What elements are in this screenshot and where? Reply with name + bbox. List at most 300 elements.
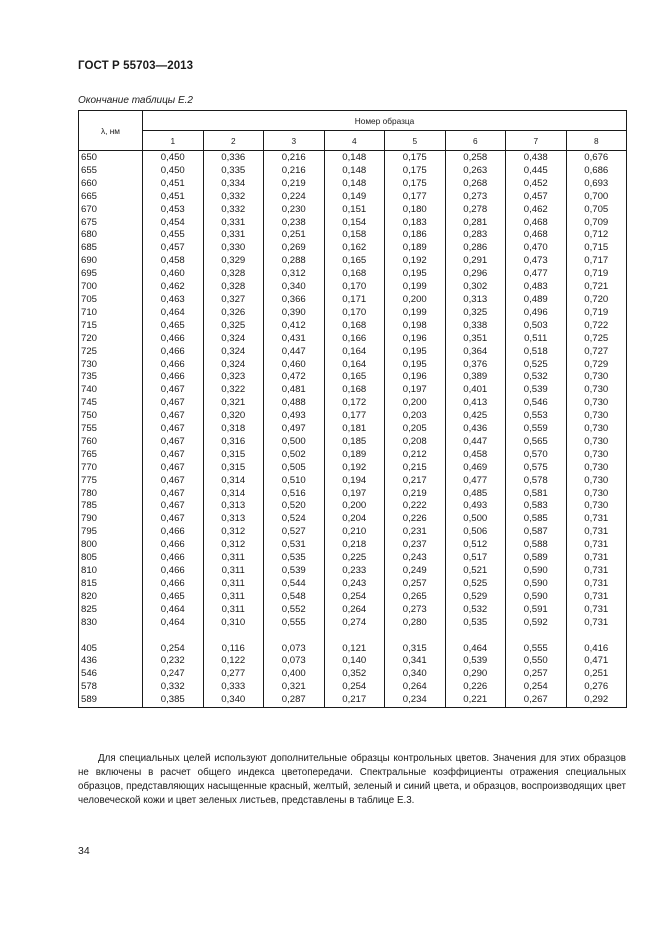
value-cell: 0,493	[264, 410, 325, 423]
value-cell: 0,489	[506, 294, 567, 307]
table-row	[79, 449, 627, 462]
value-cell: 0,451	[143, 178, 204, 191]
value-cell: 0,340	[264, 281, 325, 294]
wavelength-cell: 750	[79, 410, 143, 423]
value-cell: 0,189	[324, 449, 385, 462]
column-header: 2	[203, 131, 264, 151]
wavelength-cell: 740	[79, 384, 143, 397]
value-cell: 0,727	[566, 346, 627, 359]
wavelength-cell: 805	[79, 552, 143, 565]
value-cell: 0,460	[143, 268, 204, 281]
value-cell: 0,254	[506, 681, 567, 694]
value-cell: 0,203	[385, 410, 446, 423]
wavelength-cell: 785	[79, 500, 143, 513]
wavelength-cell: 765	[79, 449, 143, 462]
value-cell: 0,467	[143, 462, 204, 475]
value-cell: 0,467	[143, 488, 204, 501]
value-cell: 0,217	[385, 475, 446, 488]
value-cell: 0,168	[324, 320, 385, 333]
value-cell: 0,327	[203, 294, 264, 307]
spacer-cell	[79, 630, 143, 643]
wavelength-cell: 405	[79, 643, 143, 656]
value-cell: 0,263	[445, 165, 506, 178]
value-cell: 0,527	[264, 526, 325, 539]
value-cell: 0,291	[445, 255, 506, 268]
value-cell: 0,274	[324, 617, 385, 630]
value-cell: 0,311	[203, 552, 264, 565]
value-cell: 0,467	[143, 423, 204, 436]
wavelength-cell: 436	[79, 655, 143, 668]
value-cell: 0,230	[264, 204, 325, 217]
value-cell: 0,436	[445, 423, 506, 436]
value-cell: 0,460	[264, 359, 325, 372]
value-cell: 0,730	[566, 397, 627, 410]
table-head	[79, 111, 627, 151]
value-cell: 0,469	[445, 462, 506, 475]
value-cell: 0,195	[385, 359, 446, 372]
value-cell: 0,553	[506, 410, 567, 423]
value-cell: 0,322	[203, 384, 264, 397]
table-row	[79, 604, 627, 617]
column-header: 3	[264, 131, 325, 151]
value-cell: 0,234	[385, 694, 446, 707]
value-cell: 0,532	[506, 371, 567, 384]
table-row	[79, 307, 627, 320]
value-cell: 0,559	[506, 423, 567, 436]
wavelength-cell: 705	[79, 294, 143, 307]
value-cell: 0,548	[264, 591, 325, 604]
value-cell: 0,529	[445, 591, 506, 604]
value-cell: 0,219	[385, 488, 446, 501]
value-cell: 0,544	[264, 578, 325, 591]
value-cell: 0,516	[264, 488, 325, 501]
value-cell: 0,158	[324, 229, 385, 242]
table-row	[79, 178, 627, 191]
value-cell: 0,324	[203, 333, 264, 346]
value-cell: 0,470	[506, 242, 567, 255]
value-cell: 0,162	[324, 242, 385, 255]
value-cell: 0,389	[445, 371, 506, 384]
wavelength-cell: 760	[79, 436, 143, 449]
value-cell: 0,467	[143, 449, 204, 462]
column-header: 6	[445, 131, 506, 151]
table-row	[79, 410, 627, 423]
value-cell: 0,466	[143, 526, 204, 539]
table-row	[79, 436, 627, 449]
value-cell: 0,467	[143, 436, 204, 449]
value-cell: 0,116	[203, 643, 264, 656]
table-row	[79, 294, 627, 307]
value-cell: 0,466	[143, 359, 204, 372]
value-cell: 0,122	[203, 655, 264, 668]
wavelength-cell: 715	[79, 320, 143, 333]
value-cell: 0,517	[445, 552, 506, 565]
wavelength-cell: 578	[79, 681, 143, 694]
value-cell: 0,472	[264, 371, 325, 384]
wavelength-cell: 755	[79, 423, 143, 436]
value-cell: 0,709	[566, 217, 627, 230]
wavelength-cell: 795	[79, 526, 143, 539]
value-cell: 0,730	[566, 449, 627, 462]
value-cell: 0,264	[385, 681, 446, 694]
value-cell: 0,535	[445, 617, 506, 630]
value-cell: 0,216	[264, 165, 325, 178]
spacer-row	[79, 630, 627, 643]
value-cell: 0,717	[566, 255, 627, 268]
value-cell: 0,183	[385, 217, 446, 230]
value-cell: 0,565	[506, 436, 567, 449]
value-cell: 0,311	[203, 604, 264, 617]
value-cell: 0,575	[506, 462, 567, 475]
value-cell: 0,324	[203, 359, 264, 372]
value-cell: 0,524	[264, 513, 325, 526]
document-header: ГОСТ Р 55703—2013	[78, 60, 194, 72]
value-cell: 0,330	[203, 242, 264, 255]
column-header: 1	[143, 131, 204, 151]
value-cell: 0,292	[566, 694, 627, 707]
value-cell: 0,416	[566, 643, 627, 656]
value-cell: 0,247	[143, 668, 204, 681]
value-cell: 0,204	[324, 513, 385, 526]
value-cell: 0,328	[203, 281, 264, 294]
value-cell: 0,192	[385, 255, 446, 268]
value-cell: 0,238	[264, 217, 325, 230]
value-cell: 0,311	[203, 565, 264, 578]
value-cell: 0,218	[324, 539, 385, 552]
value-cell: 0,447	[445, 436, 506, 449]
table-row	[79, 475, 627, 488]
value-cell: 0,172	[324, 397, 385, 410]
table-row	[79, 359, 627, 372]
value-cell: 0,154	[324, 217, 385, 230]
value-cell: 0,321	[203, 397, 264, 410]
value-cell: 0,693	[566, 178, 627, 191]
value-cell: 0,073	[264, 643, 325, 656]
value-cell: 0,302	[445, 281, 506, 294]
wavelength-cell: 665	[79, 191, 143, 204]
value-cell: 0,592	[506, 617, 567, 630]
value-cell: 0,226	[385, 513, 446, 526]
wavelength-cell: 695	[79, 268, 143, 281]
value-cell: 0,243	[324, 578, 385, 591]
table-row	[79, 539, 627, 552]
value-cell: 0,488	[264, 397, 325, 410]
table-row	[79, 384, 627, 397]
value-cell: 0,323	[203, 371, 264, 384]
value-cell: 0,326	[203, 307, 264, 320]
value-cell: 0,194	[324, 475, 385, 488]
value-cell: 0,195	[385, 346, 446, 359]
wavelength-cell: 710	[79, 307, 143, 320]
value-cell: 0,267	[506, 694, 567, 707]
table-row	[79, 681, 627, 694]
value-cell: 0,164	[324, 346, 385, 359]
value-cell: 0,483	[506, 281, 567, 294]
table-caption: Окончание таблицы Е.2	[78, 95, 193, 106]
value-cell: 0,315	[385, 643, 446, 656]
value-cell: 0,216	[264, 151, 325, 165]
wavelength-cell: 735	[79, 371, 143, 384]
value-cell: 0,539	[264, 565, 325, 578]
value-cell: 0,180	[385, 204, 446, 217]
value-cell: 0,539	[445, 655, 506, 668]
value-cell: 0,497	[264, 423, 325, 436]
table-row	[79, 255, 627, 268]
value-cell: 0,583	[506, 500, 567, 513]
value-cell: 0,171	[324, 294, 385, 307]
value-cell: 0,148	[324, 151, 385, 165]
value-cell: 0,731	[566, 526, 627, 539]
value-cell: 0,251	[566, 668, 627, 681]
value-cell: 0,177	[324, 410, 385, 423]
value-cell: 0,445	[506, 165, 567, 178]
sample-number-header: Номер образца	[143, 111, 627, 131]
value-cell: 0,452	[506, 178, 567, 191]
column-header: 7	[506, 131, 567, 151]
value-cell: 0,164	[324, 359, 385, 372]
value-cell: 0,731	[566, 617, 627, 630]
value-cell: 0,336	[203, 151, 264, 165]
value-cell: 0,258	[445, 151, 506, 165]
value-cell: 0,590	[506, 591, 567, 604]
value-cell: 0,466	[143, 565, 204, 578]
value-cell: 0,199	[385, 307, 446, 320]
wavelength-cell: 830	[79, 617, 143, 630]
value-cell: 0,212	[385, 449, 446, 462]
value-cell: 0,376	[445, 359, 506, 372]
value-cell: 0,581	[506, 488, 567, 501]
value-cell: 0,208	[385, 436, 446, 449]
value-cell: 0,720	[566, 294, 627, 307]
value-cell: 0,268	[445, 178, 506, 191]
value-cell: 0,587	[506, 526, 567, 539]
spacer-cell	[385, 630, 446, 643]
value-cell: 0,195	[385, 268, 446, 281]
value-cell: 0,341	[385, 655, 446, 668]
value-cell: 0,288	[264, 255, 325, 268]
value-cell: 0,328	[203, 268, 264, 281]
value-cell: 0,477	[445, 475, 506, 488]
value-cell: 0,715	[566, 242, 627, 255]
table-row	[79, 591, 627, 604]
table-row	[79, 526, 627, 539]
value-cell: 0,457	[506, 191, 567, 204]
value-cell: 0,325	[203, 320, 264, 333]
value-cell: 0,257	[506, 668, 567, 681]
value-cell: 0,503	[506, 320, 567, 333]
column-header: 4	[324, 131, 385, 151]
value-cell: 0,281	[445, 217, 506, 230]
value-cell: 0,199	[385, 281, 446, 294]
value-cell: 0,730	[566, 371, 627, 384]
value-cell: 0,721	[566, 281, 627, 294]
value-cell: 0,400	[264, 668, 325, 681]
value-cell: 0,200	[324, 500, 385, 513]
value-cell: 0,731	[566, 513, 627, 526]
value-cell: 0,197	[385, 384, 446, 397]
value-cell: 0,280	[385, 617, 446, 630]
wavelength-cell: 650	[79, 151, 143, 165]
wavelength-cell: 800	[79, 539, 143, 552]
value-cell: 0,170	[324, 281, 385, 294]
value-cell: 0,512	[445, 539, 506, 552]
value-cell: 0,700	[566, 191, 627, 204]
value-cell: 0,539	[506, 384, 567, 397]
table-row	[79, 668, 627, 681]
value-cell: 0,464	[143, 617, 204, 630]
value-cell: 0,730	[566, 384, 627, 397]
value-cell: 0,730	[566, 500, 627, 513]
explanatory-paragraph: Для специальных целей используют дополнительные образцы контрольных цветов. Значения для этих образцов не включены в расчет общего индекса цветопередачи. Спектральные коэффициенты отражения специальных образцов, представляющих насыщенные красный, желтый, зеленый и синий цвета, и образцов, воспроизводящих цвет человеческой кожи и цвет зеленых листьев, представлены в таблице Е.3.	[78, 753, 626, 806]
value-cell: 0,192	[324, 462, 385, 475]
value-cell: 0,286	[445, 242, 506, 255]
wavelength-cell: 685	[79, 242, 143, 255]
value-cell: 0,729	[566, 359, 627, 372]
value-cell: 0,676	[566, 151, 627, 165]
value-cell: 0,340	[385, 668, 446, 681]
value-cell: 0,506	[445, 526, 506, 539]
value-cell: 0,477	[506, 268, 567, 281]
value-cell: 0,320	[203, 410, 264, 423]
wavelength-cell: 720	[79, 333, 143, 346]
value-cell: 0,364	[445, 346, 506, 359]
value-cell: 0,273	[445, 191, 506, 204]
value-cell: 0,265	[385, 591, 446, 604]
value-cell: 0,686	[566, 165, 627, 178]
value-cell: 0,073	[264, 655, 325, 668]
table-row	[79, 229, 627, 242]
value-cell: 0,243	[385, 552, 446, 565]
spacer-cell	[324, 630, 385, 643]
value-cell: 0,352	[324, 668, 385, 681]
value-cell: 0,251	[264, 229, 325, 242]
column-header: 5	[385, 131, 446, 151]
value-cell: 0,454	[143, 217, 204, 230]
value-cell: 0,555	[506, 643, 567, 656]
value-cell: 0,413	[445, 397, 506, 410]
table-row	[79, 371, 627, 384]
value-cell: 0,296	[445, 268, 506, 281]
value-cell: 0,181	[324, 423, 385, 436]
table-row	[79, 617, 627, 630]
value-cell: 0,351	[445, 333, 506, 346]
value-cell: 0,521	[445, 565, 506, 578]
value-cell: 0,269	[264, 242, 325, 255]
value-cell: 0,221	[445, 694, 506, 707]
table-row	[79, 565, 627, 578]
value-cell: 0,463	[143, 294, 204, 307]
value-cell: 0,338	[445, 320, 506, 333]
spacer-cell	[445, 630, 506, 643]
value-cell: 0,177	[385, 191, 446, 204]
value-cell: 0,546	[506, 397, 567, 410]
value-cell: 0,200	[385, 294, 446, 307]
value-cell: 0,719	[566, 307, 627, 320]
value-cell: 0,316	[203, 436, 264, 449]
value-cell: 0,585	[506, 513, 567, 526]
value-cell: 0,196	[385, 333, 446, 346]
value-cell: 0,500	[445, 513, 506, 526]
value-cell: 0,313	[203, 513, 264, 526]
value-cell: 0,219	[264, 178, 325, 191]
wavelength-cell: 725	[79, 346, 143, 359]
wavelength-cell: 815	[79, 578, 143, 591]
spacer-cell	[203, 630, 264, 643]
value-cell: 0,311	[203, 578, 264, 591]
value-cell: 0,233	[324, 565, 385, 578]
value-cell: 0,570	[506, 449, 567, 462]
value-cell: 0,149	[324, 191, 385, 204]
value-cell: 0,520	[264, 500, 325, 513]
value-cell: 0,730	[566, 423, 627, 436]
value-cell: 0,237	[385, 539, 446, 552]
value-cell: 0,731	[566, 539, 627, 552]
value-cell: 0,451	[143, 191, 204, 204]
value-cell: 0,722	[566, 320, 627, 333]
value-cell: 0,313	[445, 294, 506, 307]
value-cell: 0,312	[264, 268, 325, 281]
value-cell: 0,730	[566, 462, 627, 475]
column-header: 8	[566, 131, 627, 151]
value-cell: 0,467	[143, 384, 204, 397]
value-cell: 0,165	[324, 371, 385, 384]
value-cell: 0,290	[445, 668, 506, 681]
value-cell: 0,466	[143, 552, 204, 565]
value-cell: 0,324	[203, 346, 264, 359]
wavelength-cell: 690	[79, 255, 143, 268]
table-row	[79, 346, 627, 359]
value-cell: 0,170	[324, 307, 385, 320]
value-cell: 0,198	[385, 320, 446, 333]
table-row	[79, 488, 627, 501]
value-cell: 0,332	[203, 204, 264, 217]
table-row	[79, 578, 627, 591]
table-row	[79, 281, 627, 294]
value-cell: 0,510	[264, 475, 325, 488]
value-cell: 0,332	[203, 191, 264, 204]
value-cell: 0,500	[264, 436, 325, 449]
value-cell: 0,333	[203, 681, 264, 694]
value-cell: 0,254	[143, 643, 204, 656]
value-cell: 0,340	[203, 694, 264, 707]
value-cell: 0,215	[385, 462, 446, 475]
value-cell: 0,249	[385, 565, 446, 578]
value-cell: 0,465	[143, 320, 204, 333]
value-cell: 0,511	[506, 333, 567, 346]
wavelength-cell: 700	[79, 281, 143, 294]
value-cell: 0,148	[324, 165, 385, 178]
value-cell: 0,314	[203, 475, 264, 488]
value-cell: 0,450	[143, 165, 204, 178]
value-cell: 0,466	[143, 539, 204, 552]
value-cell: 0,712	[566, 229, 627, 242]
wavelength-cell: 660	[79, 178, 143, 191]
value-cell: 0,314	[203, 488, 264, 501]
value-cell: 0,447	[264, 346, 325, 359]
value-cell: 0,385	[143, 694, 204, 707]
value-cell: 0,725	[566, 333, 627, 346]
spacer-cell	[264, 630, 325, 643]
value-cell: 0,175	[385, 151, 446, 165]
value-cell: 0,186	[385, 229, 446, 242]
value-cell: 0,287	[264, 694, 325, 707]
table-row	[79, 552, 627, 565]
value-cell: 0,231	[385, 526, 446, 539]
value-cell: 0,335	[203, 165, 264, 178]
value-cell: 0,232	[143, 655, 204, 668]
value-cell: 0,730	[566, 475, 627, 488]
value-cell: 0,457	[143, 242, 204, 255]
